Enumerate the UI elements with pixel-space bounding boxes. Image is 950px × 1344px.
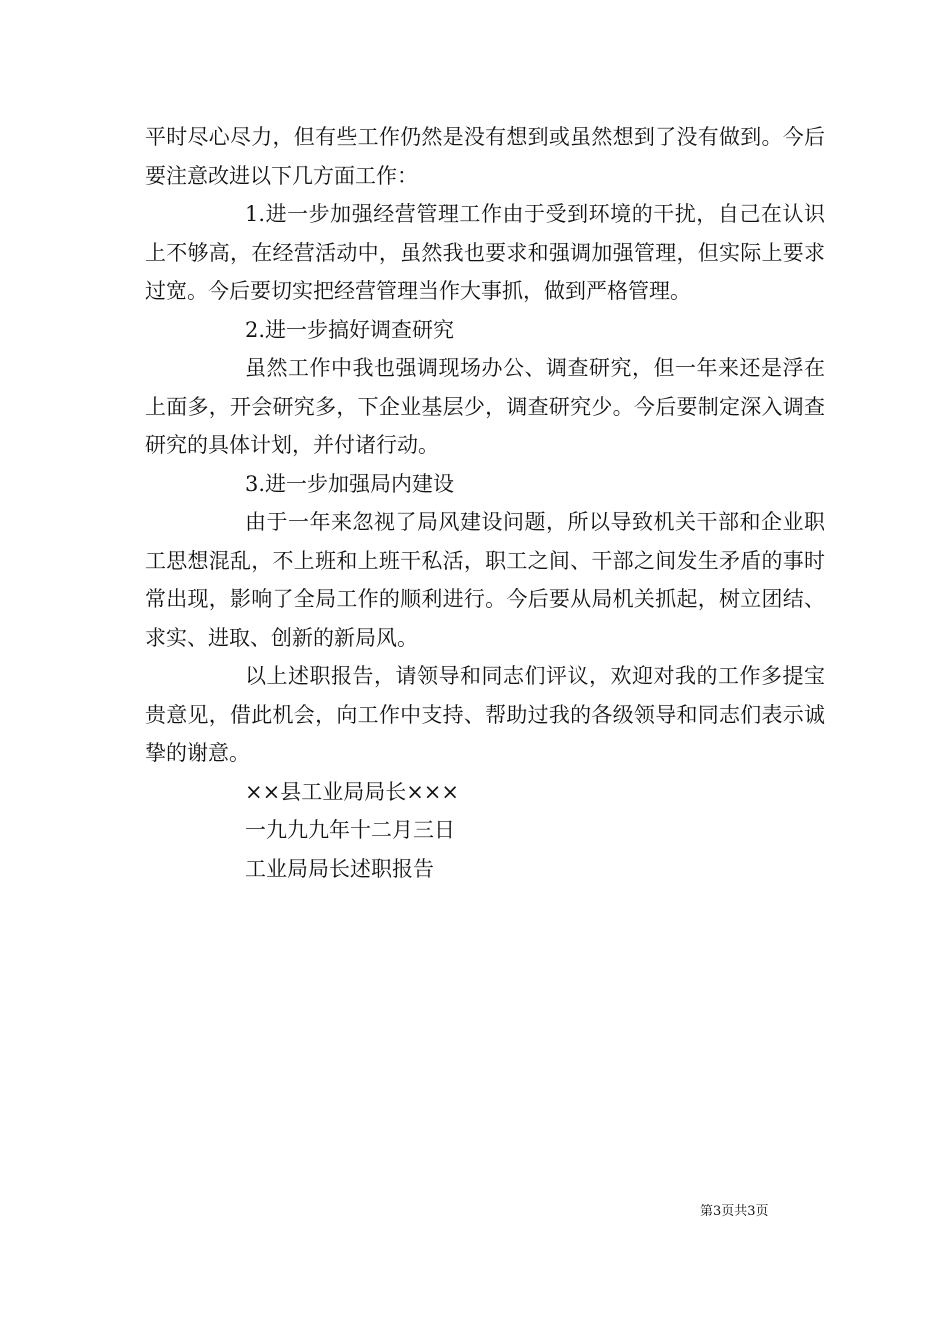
paragraph-closing: 以上述职报告，请领导和同志们评议，欢迎对我的工作多提宝贵意见，借此机会，向工作中支持、帮助过我的各级领导和同志们表示诚挚的谢意。 bbox=[145, 664, 825, 765]
document-body bbox=[145, 118, 825, 888]
paragraph-heading-2: 2.进一步搞好调查研究 bbox=[245, 317, 455, 342]
paragraph-intro: 平时尽心尽力，但有些工作仍然是没有想到或虽然想到了没有做到。今后要注意改进以下几方面工作： bbox=[145, 125, 825, 188]
paragraph-item-1: 1.进一步加强经营管理工作由于受到环境的干扰，自己在认识上不够高，在经营活动中，虽然我也要求和强调加强管理，但实际上要求过宽。今后要切实把经营管理当作大事抓，做到严格管理。 bbox=[145, 202, 825, 303]
document-title-line: 工业局局长述职报告 bbox=[245, 856, 434, 881]
paragraph-item-3-body: 由于一年来忽视了局风建设问题，所以导致机关干部和企业职工思想混乱，不上班和上班干私活，职工之间、干部之间发生矛盾的事时常出现，影响了全局工作的顺利进行。今后要从局机关抓起，树立团结、求实、进取、创新的新局风。 bbox=[145, 510, 825, 650]
signature-line: ××县工业局局长××× bbox=[245, 779, 459, 804]
page-number-footer: 第3页共3页 bbox=[700, 1204, 769, 1219]
paragraph-item-2-body: 虽然工作中我也强调现场办公、调查研究，但一年来还是浮在上面多，开会研究多，下企业基层少，调查研究少。今后要制定深入调查研究的具体计划，并付诸行动。 bbox=[145, 356, 825, 457]
paragraph-heading-3: 3.进一步加强局内建设 bbox=[245, 471, 455, 496]
date-line: 一九九九年十二月三日 bbox=[245, 818, 455, 842]
